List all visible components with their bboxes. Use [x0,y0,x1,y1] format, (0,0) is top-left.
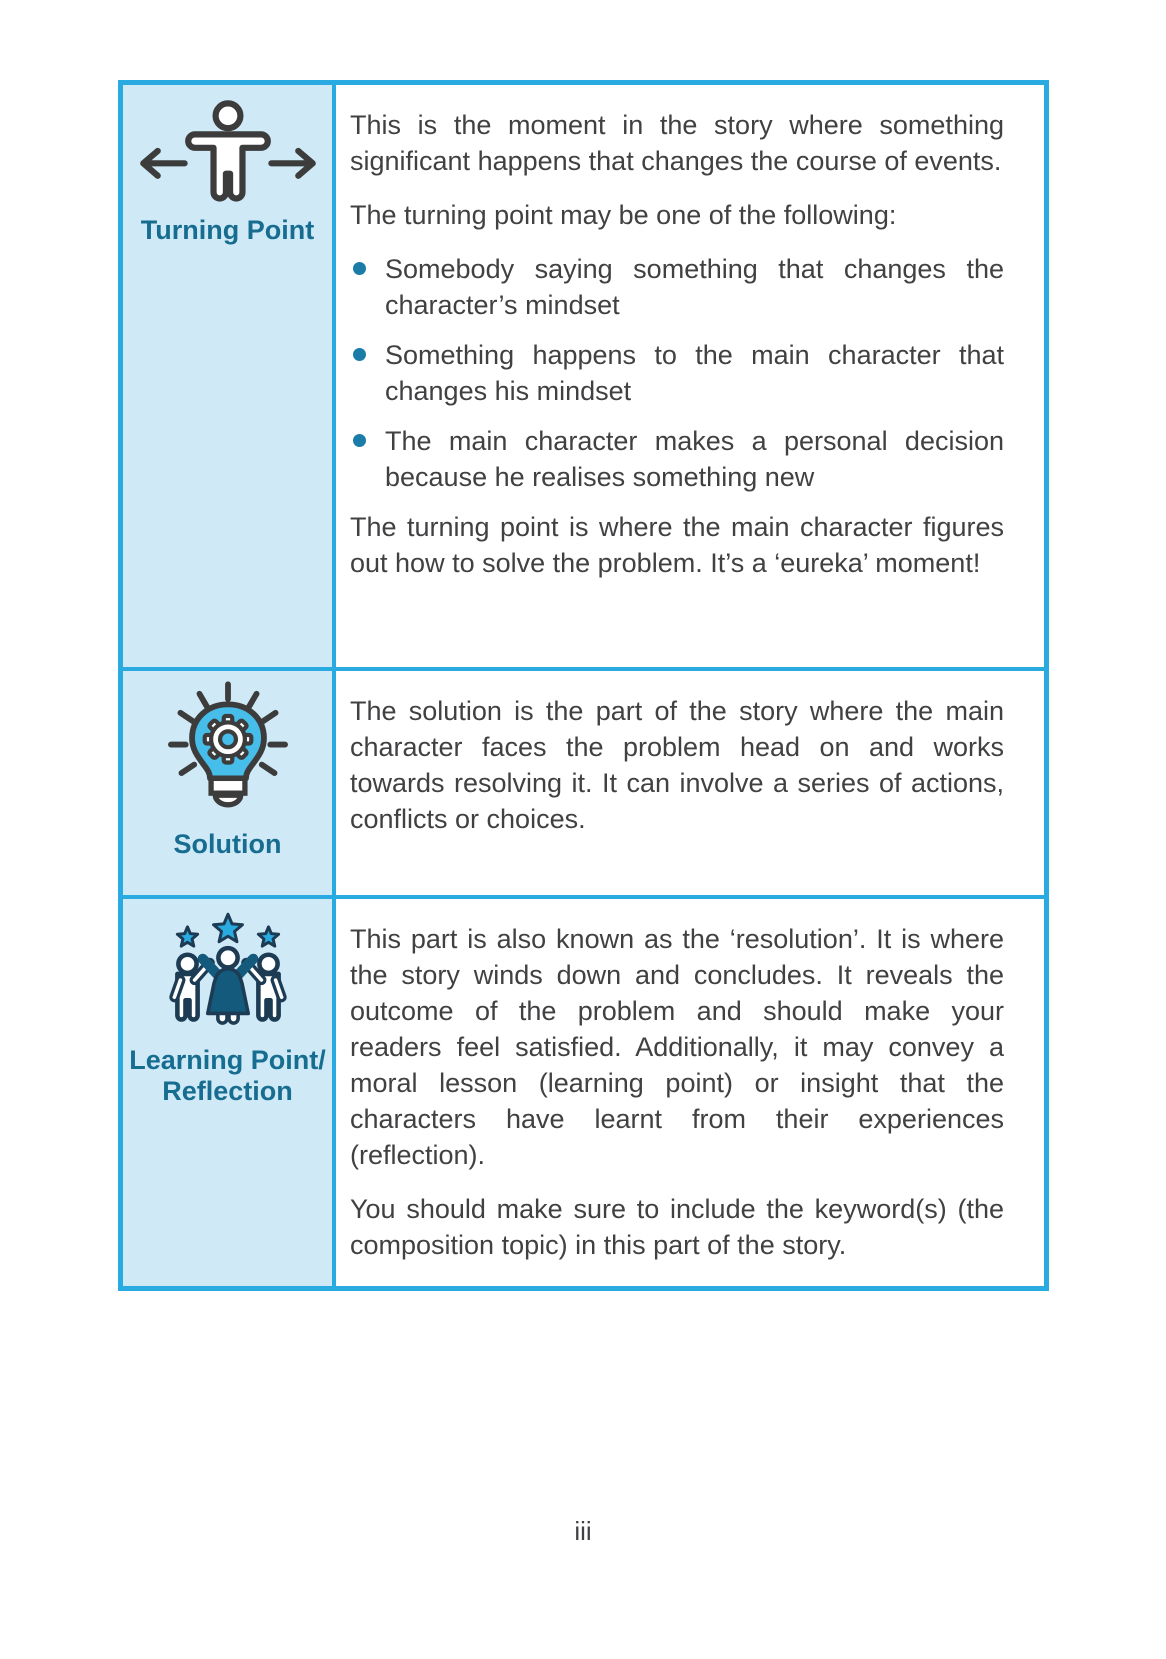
bullet-item: Something happens to the main character that changes his mindset [350,337,1004,409]
bullet-dot-icon [353,262,366,275]
table-cell-turning-point-text [336,85,1044,667]
paragraph: The turning point may be one of the following: [350,200,897,230]
bulb-base [211,778,245,793]
paragraph: The turning point is where the main character figures out how to solve the problem. It’s a ‘eureka’ moment! [350,512,1004,578]
gear-icon [204,716,251,763]
bullet-item: The main character makes a personal decision because he realises something new [350,423,1004,495]
row-label-solution: Solution [173,829,282,859]
row-label-turning-point: Turning Point [140,215,315,245]
people-heads [178,948,277,973]
lightbulb-gear-icon [159,679,297,827]
paragraph: This is the moment in the story where something significant happens that changes the course of events. [350,110,1004,176]
paragraph: This part is also known as the ‘resolution’. It is where the story winds down and concludes. It reveals the outcome of the problem and should make your readers feel satisfied. Additionally, it may convey a moral lesson (learning point) or insight that the characters have learnt from their experiences (reflection). [350,924,1004,1170]
paragraph: The solution is the part of the story where the main character faces the problem head on and works towards resolving it. It can involve a series of actions, conflicts or choices. [350,696,1004,834]
table-cell-turning-point-icon [123,85,332,667]
bullet-dot-icon [353,348,366,361]
page-number: iii [574,1516,592,1546]
person-with-arrows-icon [135,99,321,207]
table-cell-learning-point-icon [123,899,332,1286]
people-with-stars-icon [147,911,309,1043]
row-label-learning-point: Learning Point/ Reflection [129,1045,326,1106]
bullet-item: Somebody saying something that changes the character’s mindset [350,251,1004,323]
paragraph: You should make sure to include the keyword(s) (the composition topic) in this part of the story. [350,1194,1004,1260]
stars-icon [177,914,278,946]
table-cell-solution-text [336,671,1044,895]
bullet-dot-icon [353,434,366,447]
story-structure-table [118,80,1049,1291]
bulb-tip [215,795,240,805]
table-cell-learning-point-text [336,899,1044,1286]
table-cell-solution-icon [123,671,332,895]
